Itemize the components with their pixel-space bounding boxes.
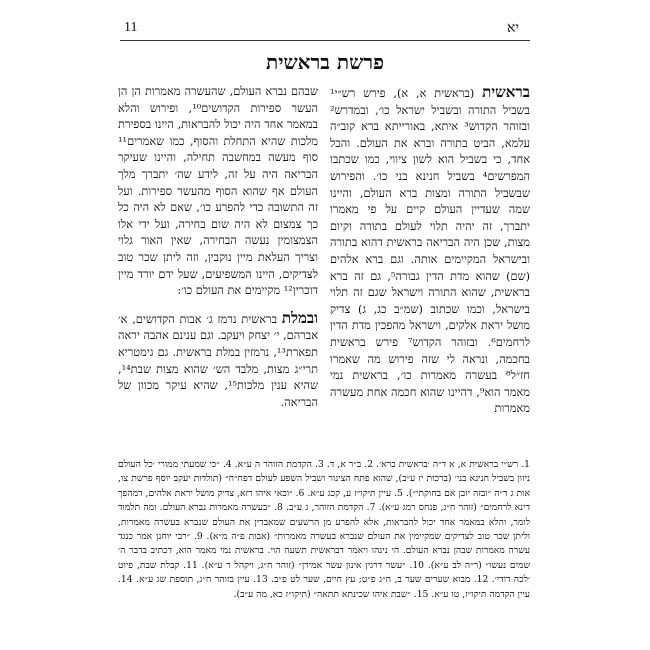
page-number-latin: 11 xyxy=(124,20,138,35)
right-paragraph xyxy=(330,84,530,418)
footnotes: 1. רש״י בראשית א, א ד״ה ׳בראשית ברא׳. 2. ב״ר א, ד. 3. הקדמת הזוהר ה ע״א. 4. ״כי שמעתי ממורי ׳כל העולם ניזון בשביל חנינא בני׳ (ברכות יז ע״ב), שהוא פתח הצינור ושביל השפע לעולם דפח״ח״ (תולדות יעקב יוסף פרשת צו, אות ג ד״ה ״ובזה יובן אם בחוקתי״). 5. עיין תיקו״ז ע, קכג ע״א. 6. ״וכאי איהו רזא, צדיק מושל יראת אלהים, דמהפך דינא לרחמים״ (זוהר ח״ג, פנחס רמג ע״א). 7. הקדמת הזוהר, ג ע״ב. 8. ״בעשרה מאמרות נברא העולם. ומה תלמוד לומר, והלא במאמר אחד יכול להבראות, אלא להפרע מן הרשעים שמאבדין את העולם שנברא בעשרה מאמרות, וליתן שכר טוב לצדיקים שמקיימין את העולם שנברא בעשרה מאמרות״ (אבות פ״ה מ״א). 9. ״רבי יוחנן אמר כנגד עשרה מאמרות שבהן נברא העולם. הי נינהו ויאמר דבראשית תשעה הוי. בראשית נמי מאמר הוא, דכתיב בדבר ה׳ שמים נעשו״ (ר״ה לב ע״א). 10. ״עשר דרגין אינון עשר אמירן״ (זוהר ח״ג, ויקהל ר ע״א). 11. קבלת שבת, פיוט ׳לכה דודי׳. 12. מבוא שערים שער ב, ח״ג פ״ט; עץ חיים, שער לט פ״ב. 13. עיין בזוהר ח״ג, תוספת שג ע״א. 14. עיין הקדמה תיקו״ז, טו ע״א. 15. ״שבת איהו שכינתא תתאה״ (תיקו״ז כא, מה ע״ב). xyxy=(118,459,531,600)
header-rule xyxy=(120,40,530,41)
right-body-text: (בראשית א, א), פירש רש״י¹ בשביל התורה ובשביל ישראל כו׳, ובמדרש² ובזוהר הקדוש³ איתא, באורייתא ברא קוב״ה עלמא, הביט בתורה וברא את העולם. והכל אחד, כי בשביל הוא לשון ציווי, כמו שכתבו המפרשים⁴ בשביל חנינא בני כו׳. והפירוש שבשביל התורה ומצות ברא העולם, והיינו שמה שעדיין העולם קיים על פי מאמרו יתברך, זה יהיה תלוי לעולם בתורה וקיום מצות, שכן היה הבריאה בראשית דהוא בתורה ובישראל המקיימים אותה. וגם ברא אלהים (שם) שהוא מדת הדין גבורה⁵, גם זה ברא בראשית, שהוא התורה וישראל שגם זה תלוי בישראל, וכמו שכתוב (שמ״ב כג, ג) צדיק מושל יראת אלקים, וישראל מהפכין מדת הדין לרחמים⁶. ובזוהר הקדוש⁷ פירש בראשית בחכמה, ונראה לי שזה פירוש מה שאמרו חז״ל⁸ בעשרה מאמרות כו׳, בראשית נמי מאמר הוא⁹, דהיינו שהוא חכמה אחת מעשרה מאמרות xyxy=(330,87,530,416)
page-number-hebrew: יא xyxy=(507,20,520,36)
lead-word: בראשית xyxy=(482,83,530,101)
parsha-title: פרשת בראשית xyxy=(266,50,384,74)
right-text-column xyxy=(330,84,530,418)
left-body-text-2: בראשית נרמז ג׳ אבות הקדושים, א׳ אברהם, י׳ יצחק ויעקב. וגם ענינם אהבה יראה תפארת¹³, נרמזין במלת בראשית. גם גימטריא תרי״ג מצות, מלבד הש׳ שהוא מצות שבת¹⁴, שהיא ענין מלכות¹⁵, שהיא עיקר מכוון של הבריאה. xyxy=(118,312,318,409)
lead-word-2: ובמלת xyxy=(281,308,318,327)
left-text-column xyxy=(118,84,318,411)
left-paragraph-2 xyxy=(118,310,318,412)
left-paragraph-1: שבהם נברא העולם, שהעשרה מאמרות הן הן העשר ספירות הקדושים¹⁰, ופירוש והלא במאמר אחד היה יכול להבראות, היינו בספירת מלכות שהיא התחלת והסוף, כמו שאמרים¹¹ סוף מעשה במחשבה תחילה, והיינו שעיקר הבריאה היה על זה, לידע שה׳ יתברך מלך העולם אף שהוא הסוף מהעשר ספירות. ועל זה התשובה כדי להפרע כו׳, שאם לא היה כל כך צמצום לא היה שום בחירה, ועל ידי אלו הצמצומין נעשה הבחירה, שאין האור גלוי וצריך העלאת מיין נוקבין, וזה ליתן שכר טוב לצדיקים, היינו המשפיעים, שעל ידם יורד מיין דוכרין¹² מקיימים את העולם כו׳: xyxy=(118,85,319,298)
